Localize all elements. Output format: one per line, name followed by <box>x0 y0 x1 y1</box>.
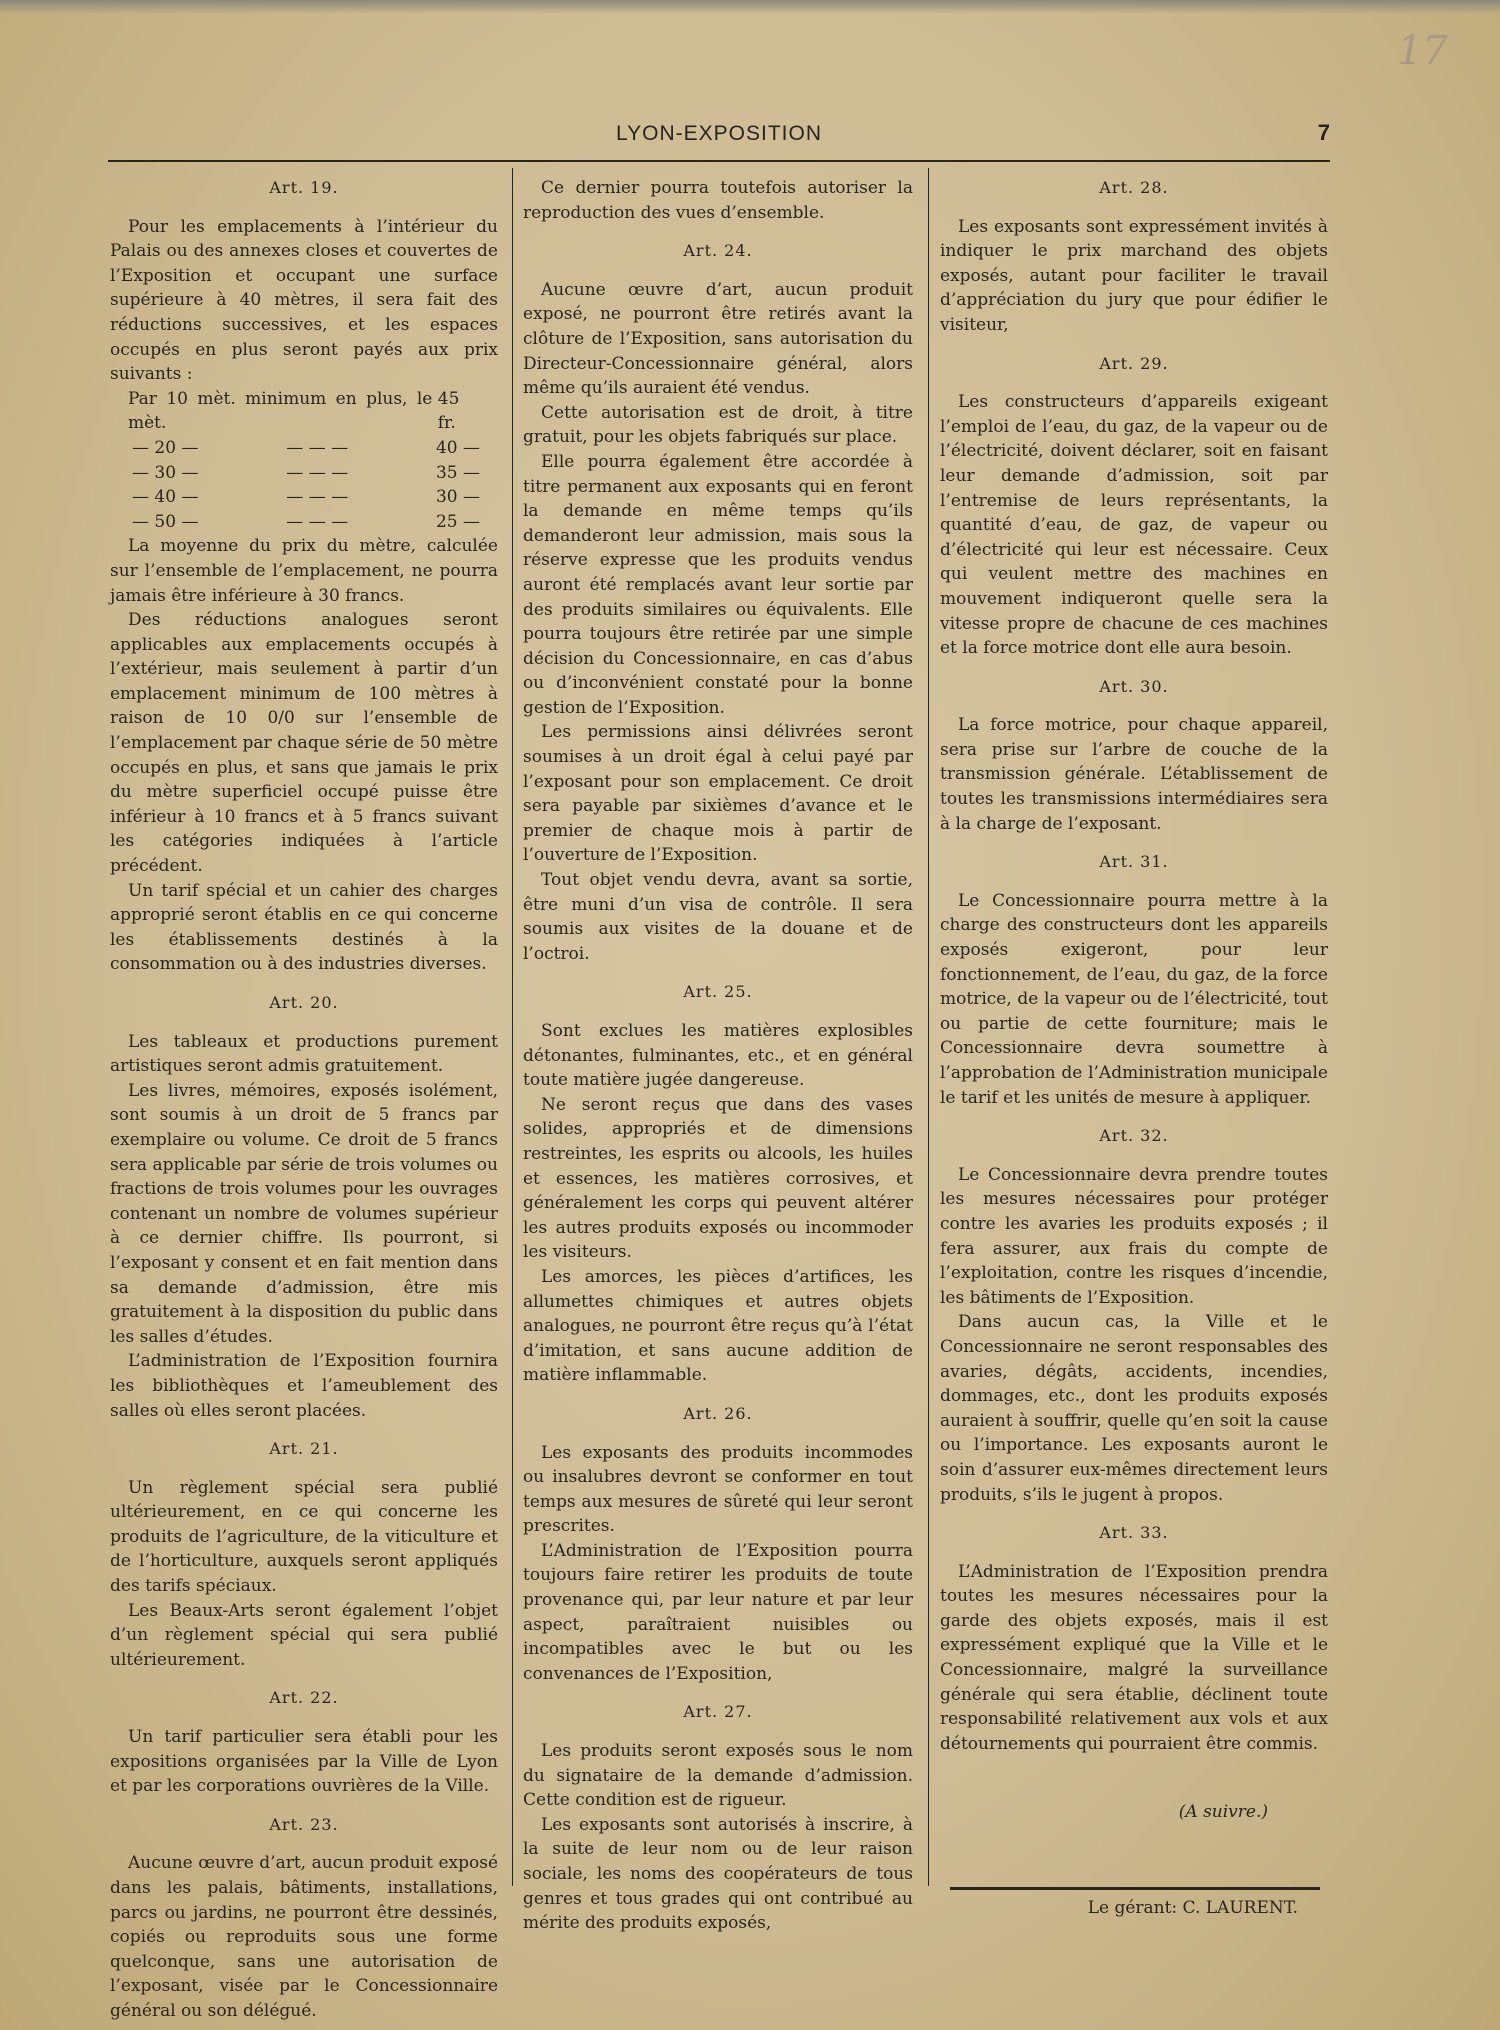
tariff-price: 35 — <box>435 462 480 483</box>
paragraph: Les livres, mémoires, exposés isolément, sont soumis à un droit de 5 francs par exemplaire ou volume. Ce droit de 5 francs sera applicable par série de trois volumes ou fractions de trois volumes pour les ouvrages contenant un nombre de volumes supérieur à ce dernier chiffre. Ils pourront, si l’exposant y consent et en fait mention dans sa demande d’admission, être mis gratuitement à la disposition du public dans les salles d’études. <box>110 1080 498 1347</box>
paragraph: Les constructeurs d’appareils exigeant l’emploi de l’eau, du gaz, de la vapeur ou de l’électricité, doivent déclarer, soit en faisant leur demande d’admission, soit par l’entremise de leurs représentants, la quantité d’eau, de gaz, de vapeur ou d’électricité qui leur est nécessaire. Ceux qui veulent mettre des machines en mouvement indiqueront quelle sera la vitesse propre de chacune de ces machines et la force motrice dont elle aura besoin. <box>940 392 1328 659</box>
paragraph: Les Beaux-Arts seront également l’objet d’un règlement spécial qui sera publié ultérieurement. <box>110 1600 498 1670</box>
tariff-row <box>110 387 498 436</box>
handwritten-folio: 17 <box>1397 28 1448 74</box>
column-2 <box>523 176 913 1934</box>
torn-top-edge <box>0 0 1500 14</box>
article-heading: Art. 24. <box>683 241 753 261</box>
column-divider <box>928 168 929 1886</box>
paragraph: Les exposants sont autorisés à inscrire, à la suite de leur nom ou de leur raison sociale, les noms des coopérateurs de tous genres et tous grades qui ont contribué au mérite des produits exposés, <box>523 1814 913 1934</box>
running-title: LYON-EXPOSITION <box>616 122 822 145</box>
paragraph: Aucune œuvre d’art, aucun produit exposé, ne pourront être retirés avant la clôture de l’Exposition, sans autorisation du Directeur-Concessionnaire général, alors même qu’ils auraient été vendus. <box>523 279 913 399</box>
article-heading: Art. 31. <box>1099 852 1169 872</box>
article-heading: Art. 30. <box>1099 676 1169 696</box>
tariff-row <box>110 436 498 461</box>
paragraph: Aucune œuvre d’art, aucun produit exposé dans les palais, bâtiments, installations, parcs ou jardins, ne pourront être dessinés, copiés ou reproduits sous une forme quelconque, sans une autorisation de l’exposant, visée par le Concessionnaire général ou son délégué. <box>110 1853 498 2021</box>
paragraph: Ne seront reçus que dans des vases solides, appropriés et de dimensions restreintes, les esprits ou alcools, les huiles et essences, les matières corrosives, et généralement les corps qui peuvent altérer les autres produits exposés ou incommoder les visiteurs. <box>523 1094 913 1263</box>
paragraph: Les produits seront exposés sous le nom du signataire de la demande d’admission. Cette condition est de rigueur. <box>523 1741 913 1811</box>
article-heading: Art. 27. <box>683 1702 753 1722</box>
article-heading: Art. 33. <box>1099 1523 1169 1543</box>
to-be-continued: (A suivre.) <box>1178 1802 1268 1823</box>
gerant-signature: Le gérant: C. LAURENT. <box>1087 1898 1298 1919</box>
tariff-price: 25 — <box>435 511 480 532</box>
tariff-table <box>110 387 498 535</box>
tariff-label: — 20 — <box>132 437 199 458</box>
paragraph: L’Administration de l’Exposition prendra toutes les mesures nécessaires pour la garde des objets exposés, mais il est expressément expliqué que la Ville et le Concessionnaire, malgré la surveillance générale qui sera établie, déclinent toute responsabilité relativement aux vols et aux détournements qui pourraient être commis. <box>940 1561 1328 1754</box>
article-heading: Art. 26. <box>683 1403 753 1423</box>
page-header <box>108 118 1330 156</box>
paragraph: Elle pourra également être accordée à titre permanent aux exposants qui en feront la demande en même temps qu’ils demanderont leur admission, mais sous la réserve expresse que les produits vendus auront été remplacés avant leur sortie par des produits similaires ou équivalents. Elle pourra toujours être retirée par une simple décision du Concessionnaire, en cas d’abus ou d’inconvénient constaté pour la bonne gestion de l’Exposition. <box>523 451 913 718</box>
tariff-dashes: — — — <box>286 462 349 483</box>
paragraph: Le Concessionnaire devra prendre toutes les mesures nécessaires pour protéger contre les avaries les produits exposés ; il fera assurer, aux frais du compte de l’exploitation, contre les risques d’incendie, les bâtiments de l’Exposition. <box>940 1164 1328 1308</box>
paragraph: Un tarif spécial et un cahier des charges approprié seront établis en ce qui concerne les établissements destinés à la consommation ou à des industries diverses. <box>110 880 498 975</box>
article-heading: Art. 25. <box>683 982 753 1002</box>
paragraph: Les permissions ainsi délivrées seront soumises à un droit égal à celui payé par l’exposant pour son emplacement. Ce droit sera payable par sixièmes d’avance et le premier de chaque mois à partir de l’ouverture de l’Exposition. <box>523 722 913 866</box>
tariff-dashes: — — — <box>286 487 349 508</box>
paragraph: Des réductions analogues seront applicables aux emplacements occupés à l’extérieur, mais seulement à partir d’un emplacement minimum de 100 mètres à raison de 10 0/0 sur l’ensemble de l’emplacement par chaque série de 50 mètre occupés en plus, et sans que jamais le prix du mètre superficiel occupé puisse être inférieur à 10 francs et à 5 francs suivant les catégories indiquées à l’article précédent. <box>110 610 498 877</box>
paragraph: Les exposants sont expressément invités à indiquer le prix marchand des objets exposés, autant pour faciliter le travail d’appréciation du jury que pour édifier le visiteur, <box>940 216 1328 335</box>
paragraph: Les tableaux et productions purement artistiques seront admis gratuitement. <box>110 1031 498 1077</box>
tariff-price: 30 — <box>435 487 480 508</box>
paragraph: Un tarif particulier sera établi pour les expositions organisées par la Ville de Lyon et par les corporations ouvrières de la Ville. <box>110 1727 498 1797</box>
tariff-dashes: — — — <box>286 511 349 532</box>
column-1 <box>110 176 498 2021</box>
article-heading: Art. 28. <box>1099 178 1169 197</box>
paragraph: Ce dernier pourra toutefois autoriser la reproduction des vues d’ensemble. <box>523 178 913 223</box>
tariff-row <box>110 461 498 486</box>
article-heading: Art. 20. <box>269 993 339 1012</box>
paragraph: La force motrice, pour chaque appareil, sera prise sur l’arbre de couche de la transmission générale. L’établissement de toutes les transmissions intermédiaires sera à la charge de l’exposant. <box>940 715 1328 834</box>
tariff-row <box>110 510 498 535</box>
signature-rule <box>950 1887 1320 1890</box>
paragraph: Les amorces, les pièces d’artifices, les allumettes chimiques et autres objets analogues, ne pourront être reçus qu’à l’état d’imitation, et sans aucune addition de matière inflammable. <box>523 1266 913 1386</box>
column-3 <box>940 176 1328 1919</box>
header-rule <box>108 160 1330 162</box>
paragraph: Sont exclues les matières explosibles détonantes, fulminantes, etc., et en général toute matière jugée dangereuse. <box>523 1021 913 1091</box>
paragraph: L’administration de l’Exposition fournira les bibliothèques et l’ameublement des salles où elles seront placées. <box>110 1351 498 1421</box>
article-heading: Art. 21. <box>269 1439 339 1459</box>
tariff-row <box>110 485 498 510</box>
paragraph: Un règlement spécial sera publié ultérieurement, en ce qui concerne les produits de l’agriculture, de la viticulture et de l’horticulture, auxquels seront appliqués des tarifs spéciaux. <box>110 1477 498 1597</box>
tariff-label: — 30 — <box>132 462 199 483</box>
tariff-price: 40 — <box>435 437 480 458</box>
article-heading: Art. 29. <box>1099 353 1169 373</box>
paragraph: Le Concessionnaire pourra mettre à la charge des constructeurs dont les appareils exposés exigeront, pour leur fonctionnement, de l’eau, du gaz, de la force motrice, de la vapeur ou de l’électricité, tout ou partie de cette fourniture; mais le Concessionnaire devra soumettre à l’approbation de l’Administration municipale le tarif et les unités de mesure à appliquer. <box>940 890 1328 1108</box>
tariff-dashes: — — — <box>286 437 349 458</box>
paragraph: La moyenne du prix du mètre, calculée sur l’ensemble de l’emplacement, ne pourra jamais être inférieure à 30 francs. <box>110 536 498 606</box>
article-heading: Art. 19. <box>269 178 339 197</box>
paragraph: L’Administration de l’Exposition pourra toujours faire retirer les produits de toute provenance qui, par leur nature et par leur aspect, paraîtraient nuisibles ou incompatibles avec le but ou les convenances de l’Exposition, <box>523 1540 913 1684</box>
paragraph: Les exposants des produits incommodes ou insalubres devront se conformer en tout temps aux mesures de sûreté qui leur seront prescrites. <box>523 1442 913 1537</box>
column-divider <box>512 168 513 1886</box>
tariff-label: Par 10 mèt. minimum en plus, le mèt. <box>128 388 433 434</box>
paragraph: Pour les emplacements à l’intérieur du Palais ou des annexes closes et couvertes de l’Exposition et occupant une surface supérieure à 40 mètres, il sera fait des réductions successives, et les espaces occupés en plus seront payés aux prix suivants : <box>110 216 498 385</box>
article-heading: Art. 23. <box>269 1814 339 1834</box>
tariff-label: — 50 — <box>132 511 199 532</box>
paragraph: Tout objet vendu devra, avant sa sortie, être muni d’un visa de contrôle. Il sera soumis aux visites de la douane et de l’octroi. <box>523 870 913 964</box>
page-number: 7 <box>1317 120 1330 145</box>
article-heading: Art. 22. <box>269 1688 339 1708</box>
article-heading: Art. 32. <box>1099 1126 1169 1146</box>
tariff-label: — 40 — <box>132 487 199 508</box>
paragraph: Dans aucun cas, la Ville et le Concessionnaire ne seront responsables des avaries, dégâts, accidents, incendies, dommages, etc., dont les produits exposés auraient à souffrir, quelle qu’en soit la cause ou l’importance. Les exposants auront le soin d’assurer eux-mêmes directement leurs produits, s’ils le jugent à propos. <box>940 1312 1328 1505</box>
paragraph: Cette autorisation est de droit, à titre gratuit, pour les objets fabriqués sur place. <box>523 402 913 448</box>
tariff-price: 45 fr. <box>437 388 460 434</box>
